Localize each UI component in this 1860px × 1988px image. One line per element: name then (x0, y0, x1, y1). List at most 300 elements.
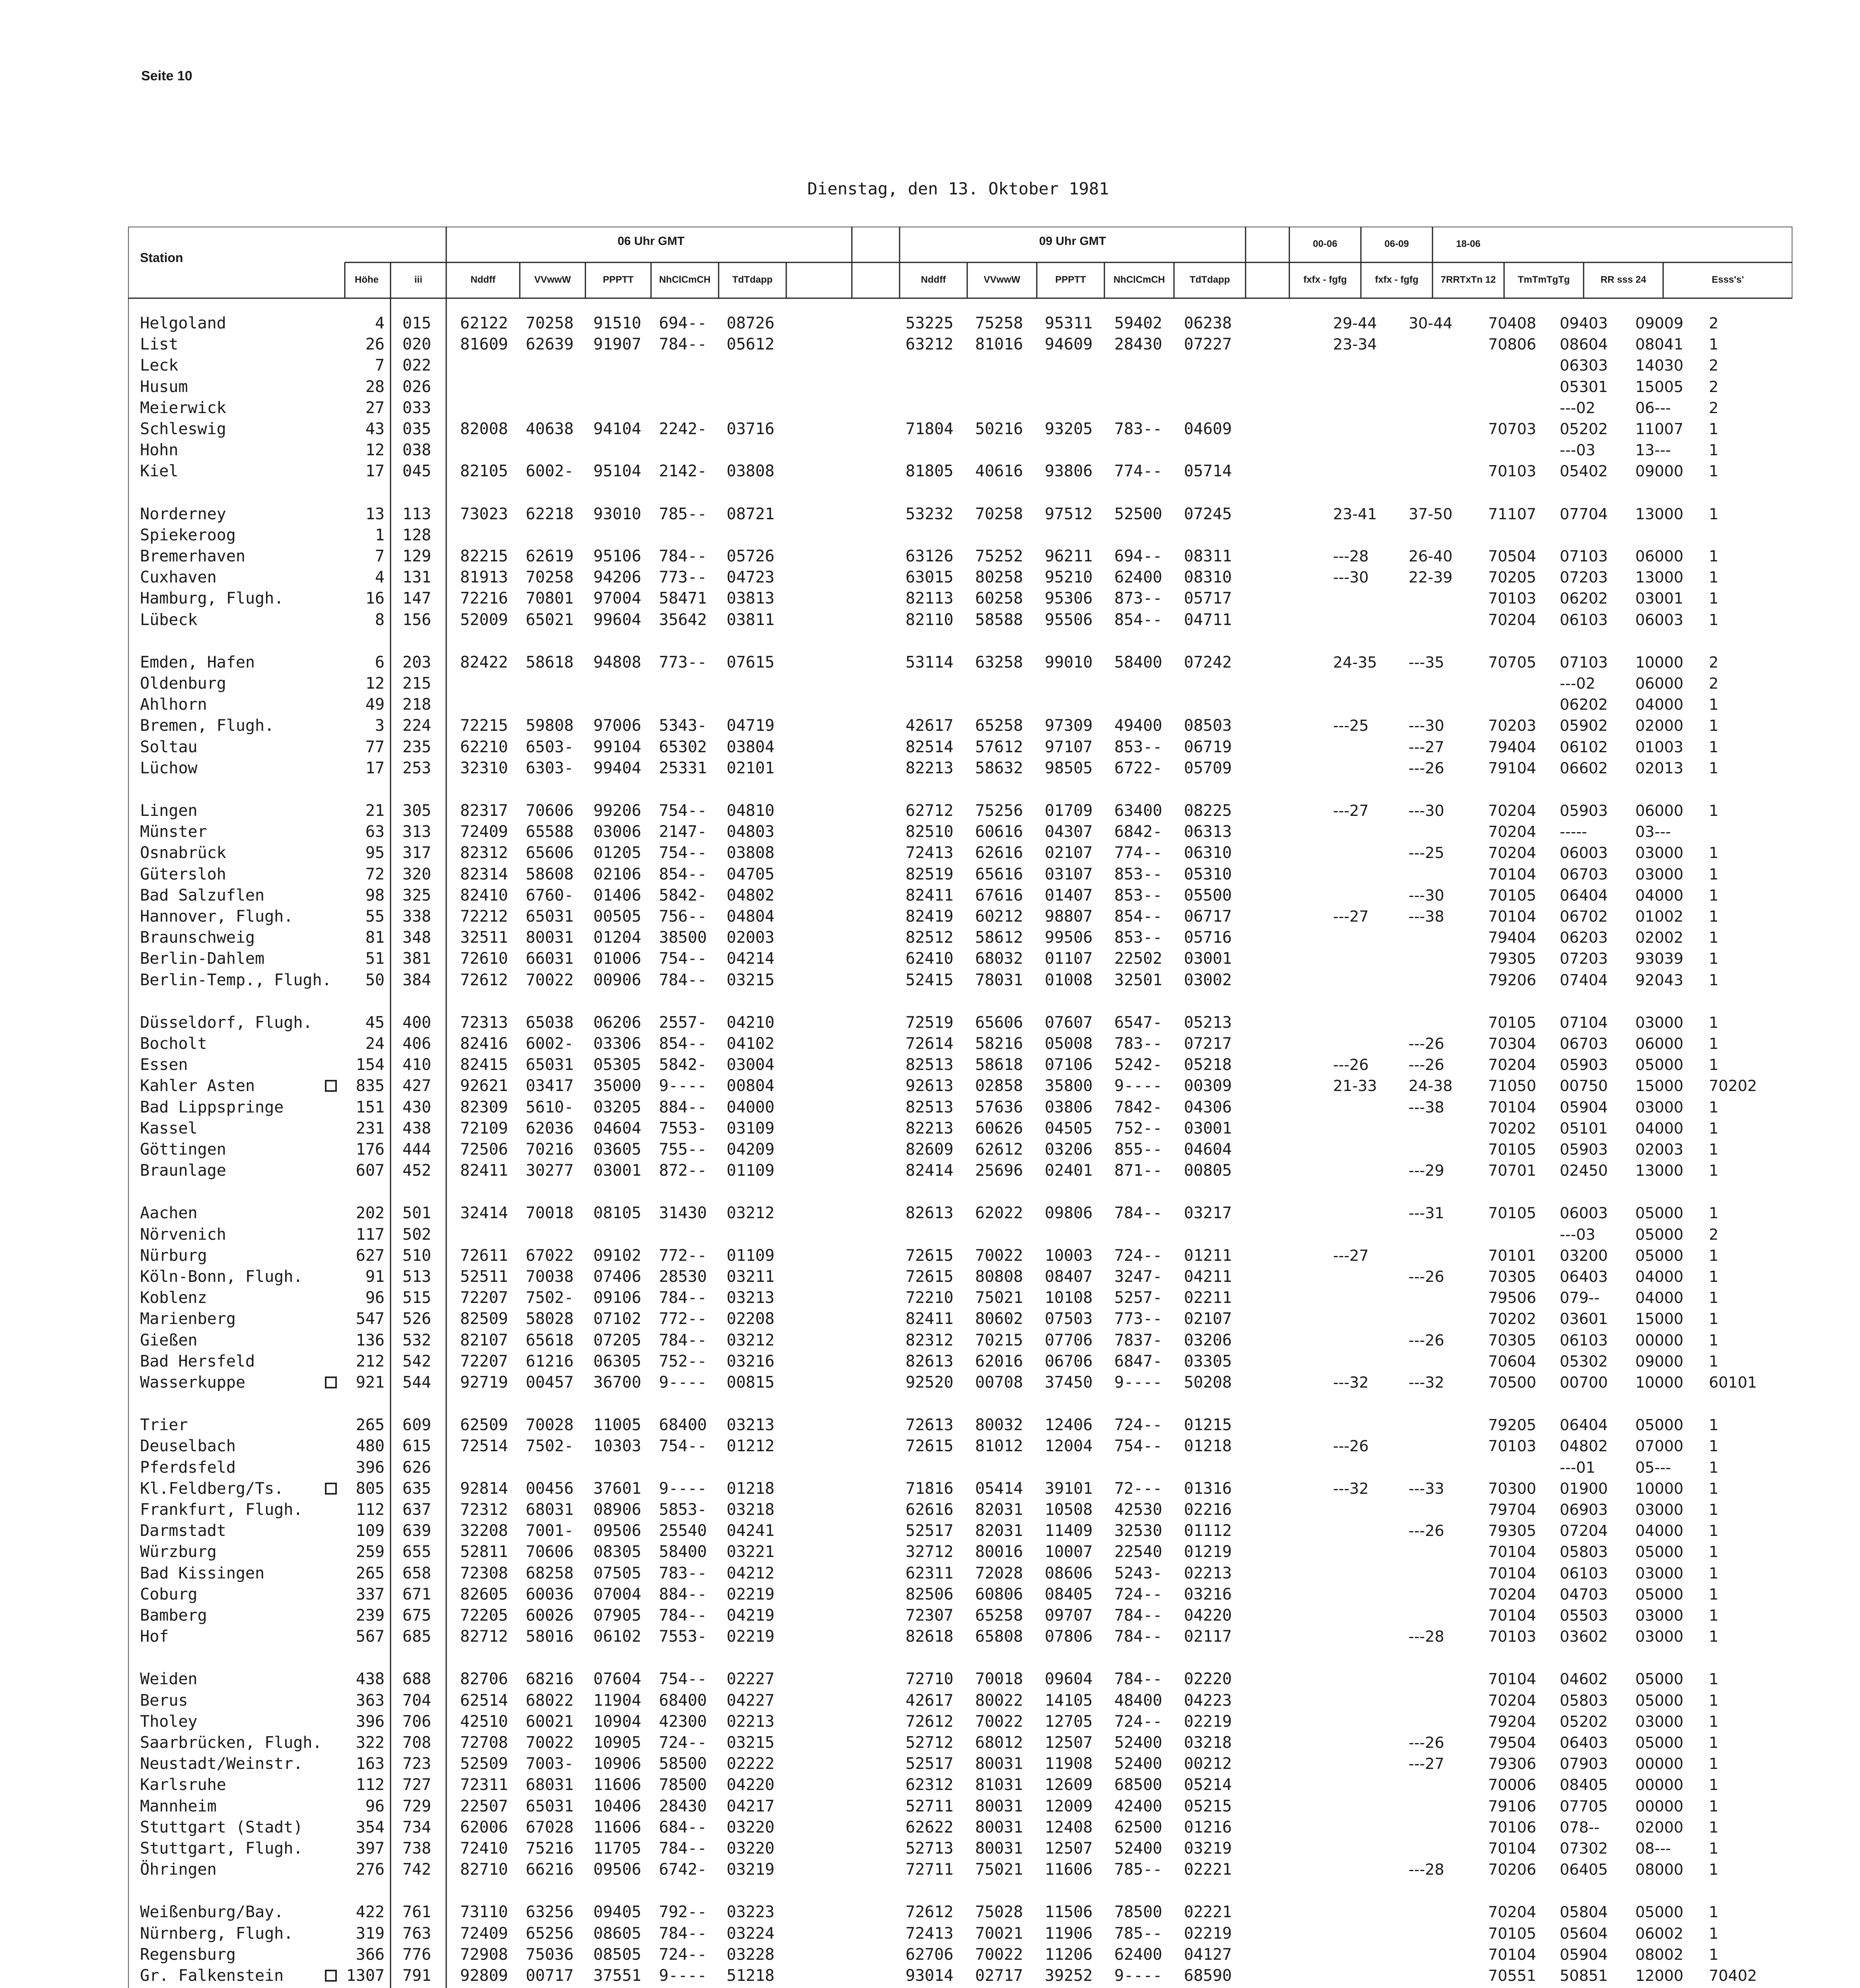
temp-extremes-18-06: 70304 (1488, 1035, 1536, 1052)
min-temps: 07203 (1560, 569, 1608, 586)
station-hoehe: 7 (375, 356, 385, 375)
obs09-nhclcmch: 58400 (1114, 653, 1162, 672)
station-number: 033 (402, 398, 431, 417)
open-square-icon (325, 1970, 337, 1982)
station-number: 542 (402, 1352, 431, 1371)
table-row (128, 970, 1792, 990)
obs06-ppptt: 10906 (593, 1755, 641, 1773)
obs06-nhclcmch: 754-- (659, 1670, 707, 1689)
obs09-tdtdapp: 03218 (1184, 1734, 1232, 1752)
obs06-nhclcmch: 872-- (659, 1161, 707, 1180)
obs06-tdtdapp: 03224 (727, 1924, 775, 1943)
station-hoehe: 3 (375, 716, 385, 735)
precip-24h: 05000 (1635, 1734, 1683, 1751)
station-number: 020 (402, 335, 431, 354)
min-temps: 06102 (1560, 738, 1608, 756)
station-number: 224 (402, 716, 431, 735)
station-name: Gr. Falkenstein (140, 1967, 284, 1985)
temp-extremes-18-06: 70701 (1488, 1162, 1536, 1180)
station-number: 348 (402, 928, 431, 947)
station-number: 658 (402, 1564, 431, 1582)
station-hoehe: 109 (356, 1522, 385, 1540)
obs09-nhclcmch: 22502 (1114, 949, 1162, 968)
obs09-tdtdapp: 08311 (1184, 547, 1232, 565)
station-number: 129 (402, 547, 431, 565)
obs06-vvwww: 58618 (526, 653, 574, 672)
min-temps: 06703 (1560, 865, 1608, 883)
obs06-tdtdapp: 03221 (727, 1543, 775, 1561)
temp-extremes-18-06: 79704 (1488, 1501, 1536, 1518)
obs06-tdtdapp: 03716 (727, 420, 775, 438)
obs06-vvwww: 58016 (526, 1627, 574, 1646)
obs09-nhclcmch: 22540 (1114, 1543, 1162, 1561)
obs09-vvwww: 81012 (975, 1437, 1023, 1456)
station-hoehe: 26 (365, 335, 385, 354)
obs09-nddff: 42617 (906, 716, 954, 735)
temp-extremes-18-06: 70204 (1488, 802, 1536, 819)
station-number: 501 (402, 1204, 431, 1223)
obs09-tdtdapp: 08310 (1184, 568, 1232, 587)
station-name: List (140, 335, 179, 354)
precip-24h: 13--- (1635, 441, 1671, 459)
min-temps: 06403 (1560, 1734, 1608, 1751)
min-temps: 05903 (1560, 1141, 1608, 1158)
table-row (128, 801, 1792, 821)
table-row (128, 1945, 1792, 1965)
precip-24h: 06003 (1635, 611, 1683, 629)
gust-06-09: 26-40 (1409, 547, 1453, 565)
obs06-ppptt: 08505 (593, 1945, 641, 1964)
temp-extremes-18-06: 70205 (1488, 569, 1536, 586)
obs09-nhclcmch: 724-- (1114, 1585, 1162, 1604)
obs06-vvwww: 65038 (526, 1013, 574, 1032)
obs06-nddff: 72610 (460, 949, 508, 968)
obs09-vvwww: 62616 (975, 844, 1023, 862)
obs09-tdtdapp: 02220 (1184, 1670, 1232, 1689)
snow-ground: 1 (1709, 1945, 1719, 1963)
obs06-nhclcmch: 754-- (659, 802, 707, 820)
obs06-vvwww: 70801 (526, 589, 574, 608)
snow-ground: 1 (1709, 1437, 1719, 1455)
station-name: Soltau (140, 738, 198, 756)
station-number: 513 (402, 1268, 431, 1286)
obs06-ppptt: 11005 (593, 1416, 641, 1435)
obs09-ppptt: 07503 (1045, 1310, 1093, 1328)
obs09-nhclcmch: 42530 (1114, 1501, 1162, 1519)
obs06-nhclcmch: 773-- (659, 568, 707, 587)
station-name: Norderney (140, 505, 226, 523)
station-name: Darmstadt (140, 1522, 226, 1540)
precip-24h: 04000 (1635, 696, 1683, 714)
min-temps: 03200 (1560, 1246, 1608, 1264)
obs06-vvwww: 62619 (526, 547, 574, 565)
obs09-tdtdapp: 06717 (1184, 907, 1232, 926)
obs06-nddff: 72207 (460, 1289, 508, 1307)
table-row (128, 1669, 1792, 1689)
station-name: Bad Hersfeld (140, 1352, 255, 1371)
obs09-nddff: 53114 (906, 653, 954, 672)
obs06-vvwww: 75036 (526, 1945, 574, 1964)
station-number: 526 (402, 1310, 431, 1328)
obs09-nhclcmch: 52400 (1114, 1755, 1162, 1773)
obs06-vvwww: 70022 (526, 1734, 574, 1752)
station-name: Tholey (140, 1712, 198, 1731)
obs09-nhclcmch: 52400 (1114, 1734, 1162, 1752)
station-number: 626 (402, 1458, 431, 1477)
obs06-nhclcmch: 78500 (659, 1776, 707, 1794)
obs06-nhclcmch: 694-- (659, 314, 707, 332)
station-number: 609 (402, 1416, 431, 1435)
snow-ground: 1 (1709, 844, 1719, 862)
obs09-nhclcmch: 752-- (1114, 1119, 1162, 1138)
obs06-vvwww: 65031 (526, 1797, 574, 1815)
header-rr-sss: RR sss 24 (1600, 274, 1646, 285)
temp-extremes-18-06: 70204 (1488, 1691, 1536, 1709)
station-name: Essen (140, 1056, 188, 1074)
precip-24h: 01003 (1635, 738, 1683, 756)
min-temps: 07704 (1560, 505, 1608, 523)
obs09-nddff: 72711 (906, 1860, 954, 1879)
obs09-vvwww: 82031 (975, 1522, 1023, 1540)
obs09-tdtdapp: 07245 (1184, 505, 1232, 523)
station-name: Koblenz (140, 1289, 207, 1307)
snow-ground: 1 (1709, 1628, 1719, 1646)
obs09-nddff: 72710 (906, 1670, 954, 1689)
min-temps: 00750 (1560, 1077, 1608, 1095)
obs06-nddff: 72611 (460, 1246, 508, 1265)
min-temps: ---03 (1560, 441, 1596, 459)
obs09-nddff: 82618 (906, 1627, 954, 1646)
obs09-nddff: 72413 (906, 1924, 954, 1943)
precip-24h: 03000 (1635, 1712, 1683, 1730)
snow-ground: 2 (1709, 675, 1719, 692)
obs06-nhclcmch: 9---- (659, 1077, 707, 1095)
obs09-tdtdapp: 50208 (1184, 1373, 1232, 1392)
obs06-nhclcmch: 684-- (659, 1818, 707, 1837)
obs06-ppptt: 03001 (593, 1161, 641, 1180)
obs09-tdtdapp: 04211 (1184, 1268, 1232, 1286)
obs06-ppptt: 03006 (593, 823, 641, 841)
open-square-icon (325, 1080, 337, 1092)
obs06-nddff: 72215 (460, 716, 508, 735)
obs06-vvwww: 68031 (526, 1501, 574, 1519)
station-number: 410 (402, 1056, 431, 1074)
snow-ground: 1 (1709, 1924, 1719, 1942)
precip-24h: 05--- (1635, 1458, 1671, 1476)
station-number: 671 (402, 1585, 431, 1604)
station-hoehe: 1307 (346, 1967, 385, 1985)
obs06-tdtdapp: 03220 (727, 1818, 775, 1837)
obs06-tdtdapp: 00815 (727, 1373, 775, 1392)
obs09-ppptt: 02107 (1045, 844, 1093, 862)
obs09-nddff: 52517 (906, 1522, 954, 1540)
obs06-vvwww: 75216 (526, 1839, 574, 1858)
gust-00-06: 29-44 (1333, 315, 1377, 332)
obs06-nhclcmch: 884-- (659, 1585, 707, 1604)
obs06-vvwww: 7001- (526, 1522, 574, 1540)
gust-06-09: ---29 (1409, 1162, 1444, 1180)
station-number: 510 (402, 1246, 431, 1265)
gust-06-09: ---26 (1409, 759, 1444, 777)
obs06-nhclcmch: 9---- (659, 1967, 707, 1985)
precip-24h: 05000 (1635, 1670, 1683, 1688)
obs09-nhclcmch: 62500 (1114, 1818, 1162, 1837)
station-hoehe: 322 (356, 1734, 385, 1752)
obs09-nhclcmch: 52400 (1114, 1839, 1162, 1858)
obs06-tdtdapp: 03212 (727, 1204, 775, 1223)
precip-24h: 12000 (1635, 1967, 1683, 1984)
station-name: Düsseldorf, Flugh. (140, 1013, 313, 1032)
station-name: Trier (140, 1416, 188, 1435)
obs09-nhclcmch: 853-- (1114, 886, 1162, 905)
table-row (128, 737, 1792, 757)
snow-ground: 60101 (1709, 1374, 1757, 1391)
obs06-ppptt: 07205 (593, 1331, 641, 1349)
station-name: Öhringen (140, 1860, 217, 1879)
station-hoehe: 627 (356, 1246, 385, 1265)
obs09-tdtdapp: 01219 (1184, 1543, 1232, 1561)
obs09-nhclcmch: 32530 (1114, 1522, 1162, 1540)
station-hoehe: 438 (356, 1670, 385, 1689)
station-name: Münster (140, 823, 207, 841)
obs06-nhclcmch: 2147- (659, 823, 707, 841)
snow-ground: 2 (1709, 1225, 1719, 1243)
table-row (128, 1288, 1792, 1308)
station-name: Hannover, Flugh. (140, 907, 293, 926)
table-row (128, 1860, 1792, 1879)
snow-ground: 1 (1709, 929, 1719, 947)
obs06-nhclcmch: 2242- (659, 420, 707, 438)
obs06-nhclcmch: 5842- (659, 1056, 707, 1074)
temp-extremes-18-06: 71107 (1488, 505, 1536, 523)
station-name: Gütersloh (140, 865, 226, 883)
snow-ground: 70202 (1709, 1077, 1757, 1095)
obs09-ppptt: 11908 (1045, 1755, 1093, 1773)
obs09-ppptt: 95311 (1045, 314, 1093, 332)
snow-ground: 2 (1709, 315, 1719, 332)
precip-24h: 93039 (1635, 950, 1683, 968)
obs06-tdtdapp: 04220 (727, 1776, 775, 1794)
precip-24h: 11007 (1635, 420, 1683, 438)
snow-ground: 1 (1709, 1331, 1719, 1349)
obs09-ppptt: 07706 (1045, 1331, 1093, 1349)
precip-24h: 04000 (1635, 1119, 1683, 1137)
precip-24h: 02000 (1635, 717, 1683, 735)
station-hoehe: 12 (365, 674, 385, 693)
table-row (128, 1691, 1792, 1710)
obs06-nhclcmch: 58400 (659, 1543, 707, 1561)
snow-ground: 1 (1709, 1691, 1719, 1709)
station-number: 015 (402, 314, 431, 332)
obs09-tdtdapp: 05500 (1184, 886, 1232, 905)
obs09-nhclcmch: 63400 (1114, 802, 1162, 820)
obs09-tdtdapp: 02213 (1184, 1564, 1232, 1582)
obs06-ppptt: 93010 (593, 505, 641, 523)
station-number: 655 (402, 1543, 431, 1561)
station-hoehe: 397 (356, 1839, 385, 1858)
table-row (128, 1754, 1792, 1774)
station-number: 704 (402, 1691, 431, 1710)
min-temps: ---02 (1560, 399, 1596, 417)
snow-ground: 1 (1709, 1755, 1719, 1773)
table-row (128, 1902, 1792, 1922)
min-temps: 06703 (1560, 1035, 1608, 1052)
header-vvwww-06: VVwwW (534, 274, 571, 285)
min-temps: 09403 (1560, 315, 1608, 332)
obs09-vvwww: 62022 (975, 1204, 1023, 1223)
precip-24h: 03000 (1635, 844, 1683, 862)
snow-ground: 1 (1709, 1310, 1719, 1328)
obs09-vvwww: 58216 (975, 1035, 1023, 1053)
obs09-nddff: 72519 (906, 1013, 954, 1032)
obs09-nddff: 82411 (906, 1310, 954, 1328)
obs06-nhclcmch: 784-- (659, 1331, 707, 1349)
obs06-nhclcmch: 2557- (659, 1013, 707, 1032)
obs06-ppptt: 00505 (593, 907, 641, 926)
obs09-nddff: 52713 (906, 1839, 954, 1858)
obs06-ppptt: 09506 (593, 1522, 641, 1540)
station-number: 763 (402, 1924, 431, 1943)
min-temps: 05803 (1560, 1691, 1608, 1709)
obs09-ppptt: 11409 (1045, 1522, 1093, 1540)
obs06-vvwww: 6503- (526, 738, 574, 756)
station-name: Bad Salzuflen (140, 886, 265, 905)
station-hoehe: 480 (356, 1437, 385, 1456)
station-number: 738 (402, 1839, 431, 1858)
station-hoehe: 239 (356, 1606, 385, 1625)
precip-24h: 04000 (1635, 886, 1683, 904)
obs06-nddff: 72212 (460, 907, 508, 926)
obs09-nddff: 32712 (906, 1543, 954, 1561)
obs09-nhclcmch: 32501 (1114, 971, 1162, 989)
gust-06-09: ---30 (1409, 717, 1444, 735)
snow-ground: 1 (1709, 1734, 1719, 1751)
obs06-tdtdapp: 02219 (727, 1585, 775, 1604)
obs09-vvwww: 60626 (975, 1119, 1023, 1138)
station-number: 708 (402, 1734, 431, 1752)
station-number: 685 (402, 1627, 431, 1646)
station-number: 452 (402, 1161, 431, 1180)
table-row (128, 377, 1792, 397)
obs09-vvwww: 25696 (975, 1161, 1023, 1180)
table-row (128, 504, 1792, 524)
obs09-ppptt: 08407 (1045, 1268, 1093, 1286)
station-name: Bamberg (140, 1606, 207, 1625)
obs06-vvwww: 66216 (526, 1860, 574, 1879)
table-row (128, 1542, 1792, 1562)
obs09-ppptt: 99506 (1045, 928, 1093, 947)
obs09-tdtdapp: 03001 (1184, 1119, 1232, 1138)
table-row (128, 1817, 1792, 1837)
min-temps: 05903 (1560, 1056, 1608, 1074)
obs09-vvwww: 60806 (975, 1585, 1023, 1604)
temp-extremes-18-06: 79404 (1488, 738, 1536, 756)
temp-extremes-18-06: 79404 (1488, 929, 1536, 947)
obs06-ppptt: 99404 (593, 759, 641, 777)
obs06-vvwww: 65606 (526, 844, 574, 862)
gust-00-06: ---30 (1333, 569, 1369, 586)
obs09-ppptt: 93205 (1045, 420, 1093, 438)
station-name: Stuttgart, Flugh. (140, 1839, 303, 1858)
obs06-ppptt: 05305 (593, 1056, 641, 1074)
obs09-nddff: 72612 (906, 1712, 954, 1731)
station-name: Kahler Asten (140, 1077, 255, 1095)
obs09-nhclcmch: 854-- (1114, 610, 1162, 629)
temp-extremes-18-06: 79106 (1488, 1797, 1536, 1815)
obs09-vvwww: 70018 (975, 1670, 1023, 1689)
station-hoehe: 4 (375, 314, 385, 332)
obs06-ppptt: 09506 (593, 1860, 641, 1879)
table-row (128, 1924, 1792, 1943)
obs06-tdtdapp: 02227 (727, 1670, 775, 1689)
obs06-nhclcmch: 773-- (659, 653, 707, 672)
station-hoehe: 8 (375, 610, 385, 629)
precip-24h: 00000 (1635, 1331, 1683, 1349)
station-name: Bocholt (140, 1035, 207, 1053)
obs06-nddff: 62006 (460, 1818, 508, 1837)
obs06-tdtdapp: 03109 (727, 1119, 775, 1138)
obs09-tdtdapp: 05310 (1184, 865, 1232, 883)
obs09-tdtdapp: 05215 (1184, 1797, 1232, 1815)
obs09-vvwww: 70022 (975, 1712, 1023, 1731)
obs06-ppptt: 06102 (593, 1627, 641, 1646)
station-hoehe: 212 (356, 1352, 385, 1371)
obs09-vvwww: 05414 (975, 1479, 1023, 1498)
temp-extremes-18-06: 79504 (1488, 1734, 1536, 1751)
open-square-icon (325, 1376, 337, 1388)
obs09-nddff: 82613 (906, 1204, 954, 1223)
precip-24h: 00000 (1635, 1755, 1683, 1773)
obs09-nhclcmch: 724-- (1114, 1246, 1162, 1265)
precip-24h: 15005 (1635, 378, 1683, 396)
obs09-tdtdapp: 07217 (1184, 1035, 1232, 1053)
precip-24h: 05000 (1635, 1416, 1683, 1434)
temp-extremes-18-06: 79104 (1488, 759, 1536, 777)
obs06-vvwww: 65256 (526, 1924, 574, 1943)
precip-24h: 08002 (1635, 1945, 1683, 1963)
obs06-ppptt: 94206 (593, 568, 641, 587)
precip-24h: 06002 (1635, 1924, 1683, 1942)
obs06-vvwww: 61216 (526, 1352, 574, 1371)
station-hoehe: 112 (356, 1501, 385, 1519)
obs09-vvwww: 60212 (975, 907, 1023, 926)
min-temps: 06303 (1560, 357, 1608, 375)
obs09-vvwww: 70022 (975, 1945, 1023, 1964)
obs06-tdtdapp: 03220 (727, 1839, 775, 1858)
station-name: Marienberg (140, 1310, 236, 1328)
obs09-vvwww: 58588 (975, 610, 1023, 629)
obs06-nddff: 32414 (460, 1204, 508, 1223)
obs09-tdtdapp: 06310 (1184, 844, 1232, 862)
snow-ground: 2 (1709, 357, 1719, 375)
precip-24h: 10000 (1635, 1479, 1683, 1497)
table-row (128, 1034, 1792, 1054)
station-name: Braunlage (140, 1161, 226, 1180)
obs06-vvwww: 00456 (526, 1479, 574, 1498)
obs06-ppptt: 35000 (593, 1077, 641, 1095)
obs09-tdtdapp: 05714 (1184, 462, 1232, 481)
min-temps: 06202 (1560, 696, 1608, 714)
station-number: 384 (402, 971, 431, 989)
snow-ground: 1 (1709, 1098, 1719, 1116)
station-name: Saarbrücken, Flugh. (140, 1734, 322, 1752)
station-name: Hamburg, Flugh. (140, 589, 284, 608)
obs06-nddff: 82107 (460, 1331, 508, 1349)
station-name: Regensburg (140, 1945, 236, 1964)
min-temps: 06003 (1560, 844, 1608, 862)
obs09-nddff: 53225 (906, 314, 954, 332)
header-fxfx-1: fxfx - fgfg (1303, 274, 1347, 285)
